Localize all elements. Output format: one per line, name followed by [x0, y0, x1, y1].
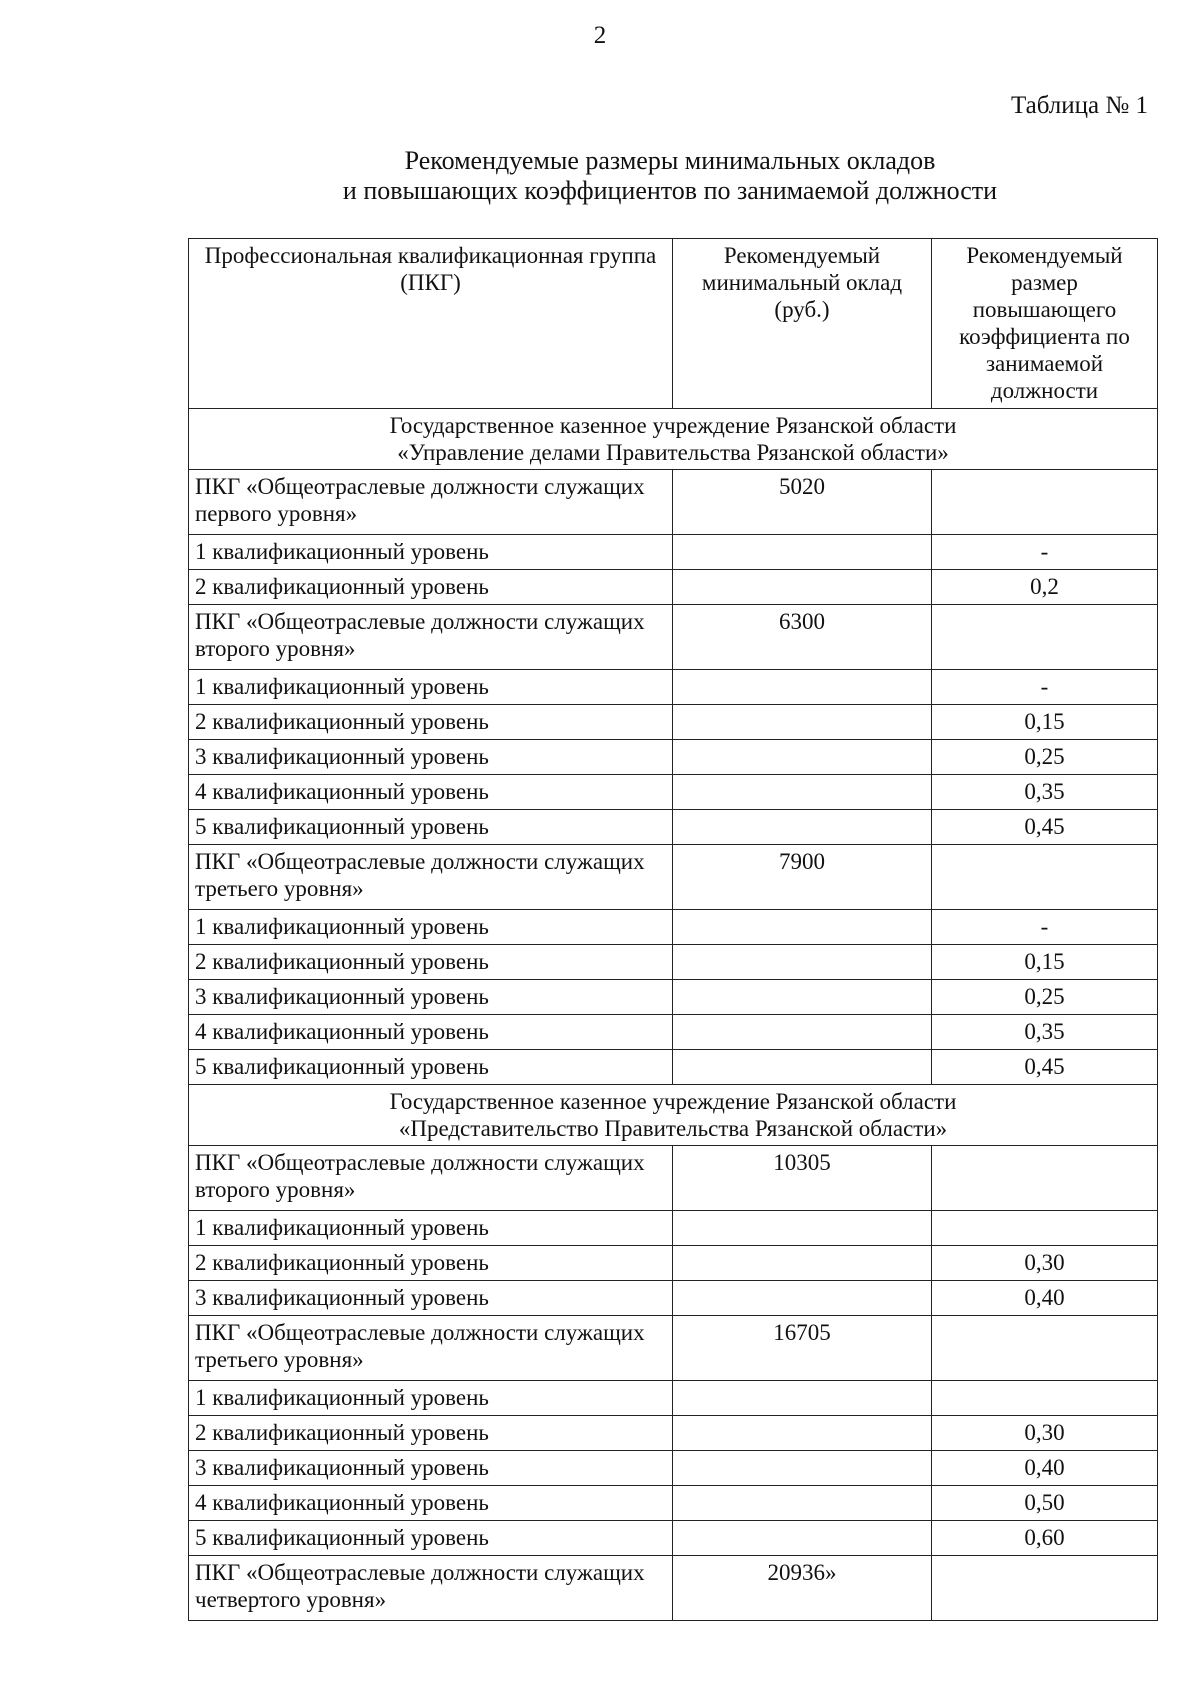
level-coefficient: 0,45 [932, 1050, 1158, 1085]
level-coefficient: - [932, 910, 1158, 945]
level-coefficient: 0,15 [932, 705, 1158, 740]
level-salary [673, 1281, 932, 1316]
level-row [189, 670, 1158, 705]
salary-table [188, 238, 1158, 1621]
level-coefficient: 0,50 [932, 1486, 1158, 1521]
level-label: 1 квалификационный уровень [189, 1381, 673, 1416]
level-label: 4 квалификационный уровень [189, 1486, 673, 1521]
level-row [189, 535, 1158, 570]
level-row [189, 810, 1158, 845]
level-row [189, 1451, 1158, 1486]
level-label: 1 квалификационный уровень [189, 910, 673, 945]
org-title [189, 409, 1158, 470]
level-salary [673, 1486, 932, 1521]
level-label: 2 квалификационный уровень [189, 1416, 673, 1451]
level-salary [673, 1246, 932, 1281]
title-line-1: Рекомендуемые размеры минимальных окладов [404, 146, 936, 175]
pkg-name: ПКГ «Общеотраслевые должности служащих второго уровня» [189, 605, 673, 670]
level-row [189, 1416, 1158, 1451]
level-row [189, 705, 1158, 740]
level-label: 3 квалификационный уровень [189, 1451, 673, 1486]
header-pkg: Профессиональная квалификационная группа (ПКГ) [189, 239, 673, 409]
pkg-row [189, 605, 1158, 670]
level-salary [673, 1211, 932, 1246]
pkg-name: ПКГ «Общеотраслевые должности служащих четвертого уровня» [189, 1556, 673, 1621]
org-title-line-1: Государственное казенное учреждение Рязанской области [389, 413, 957, 438]
org-title [189, 1085, 1158, 1146]
level-label: 5 квалификационный уровень [189, 1521, 673, 1556]
org-row [189, 1085, 1158, 1146]
pkg-name: ПКГ «Общеотраслевые должности служащих первого уровня» [189, 470, 673, 535]
pkg-salary: 5020 [673, 470, 932, 535]
level-row [189, 1281, 1158, 1316]
pkg-row [189, 845, 1158, 910]
level-coefficient: 0,15 [932, 945, 1158, 980]
org-title-line-2: «Представительство Правительства Рязанской области» [398, 1116, 948, 1141]
level-coefficient: 0,25 [932, 740, 1158, 775]
level-coefficient: 0,25 [932, 980, 1158, 1015]
level-salary [673, 1416, 932, 1451]
level-label: 5 квалификационный уровень [189, 810, 673, 845]
header-salary: Рекомендуемый минимальный оклад (руб.) [673, 239, 932, 409]
level-coefficient: 0,35 [932, 775, 1158, 810]
level-salary [673, 810, 932, 845]
level-label: 2 квалификационный уровень [189, 945, 673, 980]
org-title-line-1: Государственное казенное учреждение Рязанской области [389, 1089, 957, 1114]
pkg-coefficient [932, 1146, 1158, 1211]
pkg-row [189, 1556, 1158, 1621]
document-title [0, 146, 1200, 206]
title-line-2: и повышающих коэффициентов по занимаемой должности [342, 176, 998, 205]
level-salary [673, 705, 932, 740]
level-salary [673, 910, 932, 945]
level-label: 2 квалификационный уровень [189, 705, 673, 740]
header-coefficient: Рекомендуемый размер повышающего коэффициента по занимаемой должности [932, 239, 1158, 409]
pkg-salary: 7900 [673, 845, 932, 910]
level-row [189, 1381, 1158, 1416]
level-salary [673, 1050, 932, 1085]
level-label: 3 квалификационный уровень [189, 740, 673, 775]
level-row [189, 740, 1158, 775]
level-coefficient: 0,40 [932, 1281, 1158, 1316]
pkg-salary: 20936» [673, 1556, 932, 1621]
level-coefficient: 0,30 [932, 1416, 1158, 1451]
level-coefficient [932, 1211, 1158, 1246]
level-label: 4 квалификационный уровень [189, 1015, 673, 1050]
level-salary [673, 670, 932, 705]
level-row [189, 1486, 1158, 1521]
level-salary [673, 1015, 932, 1050]
level-label: 3 квалификационный уровень [189, 1281, 673, 1316]
pkg-coefficient [932, 1556, 1158, 1621]
pkg-name: ПКГ «Общеотраслевые должности служащих третьего уровня» [189, 845, 673, 910]
pkg-name: ПКГ «Общеотраслевые должности служащих второго уровня» [189, 1146, 673, 1211]
level-salary [673, 945, 932, 980]
level-salary [673, 980, 932, 1015]
pkg-row [189, 470, 1158, 535]
pkg-salary: 16705 [673, 1316, 932, 1381]
level-salary [673, 535, 932, 570]
level-label: 3 квалификационный уровень [189, 980, 673, 1015]
level-row [189, 1015, 1158, 1050]
org-title-line-2: «Управление делами Правительства Рязанской области» [397, 440, 949, 465]
level-salary [673, 570, 932, 605]
level-salary [673, 1451, 932, 1486]
level-coefficient: 0,2 [932, 570, 1158, 605]
level-row [189, 1050, 1158, 1085]
level-row [189, 910, 1158, 945]
level-row [189, 945, 1158, 980]
pkg-coefficient [932, 605, 1158, 670]
pkg-row [189, 1316, 1158, 1381]
level-row [189, 570, 1158, 605]
level-label: 5 квалификационный уровень [189, 1050, 673, 1085]
level-label: 4 квалификационный уровень [189, 775, 673, 810]
org-row [189, 409, 1158, 470]
table-label: Таблица № 1 [1010, 92, 1148, 119]
table-header-row [189, 239, 1158, 409]
level-label: 1 квалификационный уровень [189, 1211, 673, 1246]
level-salary [673, 740, 932, 775]
pkg-salary: 10305 [673, 1146, 932, 1211]
level-coefficient: 0,35 [932, 1015, 1158, 1050]
pkg-name: ПКГ «Общеотраслевые должности служащих третьего уровня» [189, 1316, 673, 1381]
pkg-coefficient [932, 845, 1158, 910]
level-coefficient: - [932, 535, 1158, 570]
level-label: 2 квалификационный уровень [189, 1246, 673, 1281]
level-row [189, 1521, 1158, 1556]
pkg-row [189, 1146, 1158, 1211]
level-label: 1 квалификационный уровень [189, 670, 673, 705]
pkg-coefficient [932, 1316, 1158, 1381]
level-coefficient: 0,60 [932, 1521, 1158, 1556]
level-row [189, 775, 1158, 810]
level-salary [673, 775, 932, 810]
pkg-coefficient [932, 470, 1158, 535]
level-salary [673, 1521, 932, 1556]
level-coefficient: 0,45 [932, 810, 1158, 845]
level-row [189, 1246, 1158, 1281]
level-salary [673, 1381, 932, 1416]
level-coefficient: 0,30 [932, 1246, 1158, 1281]
level-coefficient: 0,40 [932, 1451, 1158, 1486]
level-label: 2 квалификационный уровень [189, 570, 673, 605]
level-row [189, 1211, 1158, 1246]
pkg-salary: 6300 [673, 605, 932, 670]
level-label: 1 квалификационный уровень [189, 535, 673, 570]
level-coefficient: - [932, 670, 1158, 705]
level-row [189, 980, 1158, 1015]
level-coefficient [932, 1381, 1158, 1416]
page-number: 2 [593, 22, 607, 49]
